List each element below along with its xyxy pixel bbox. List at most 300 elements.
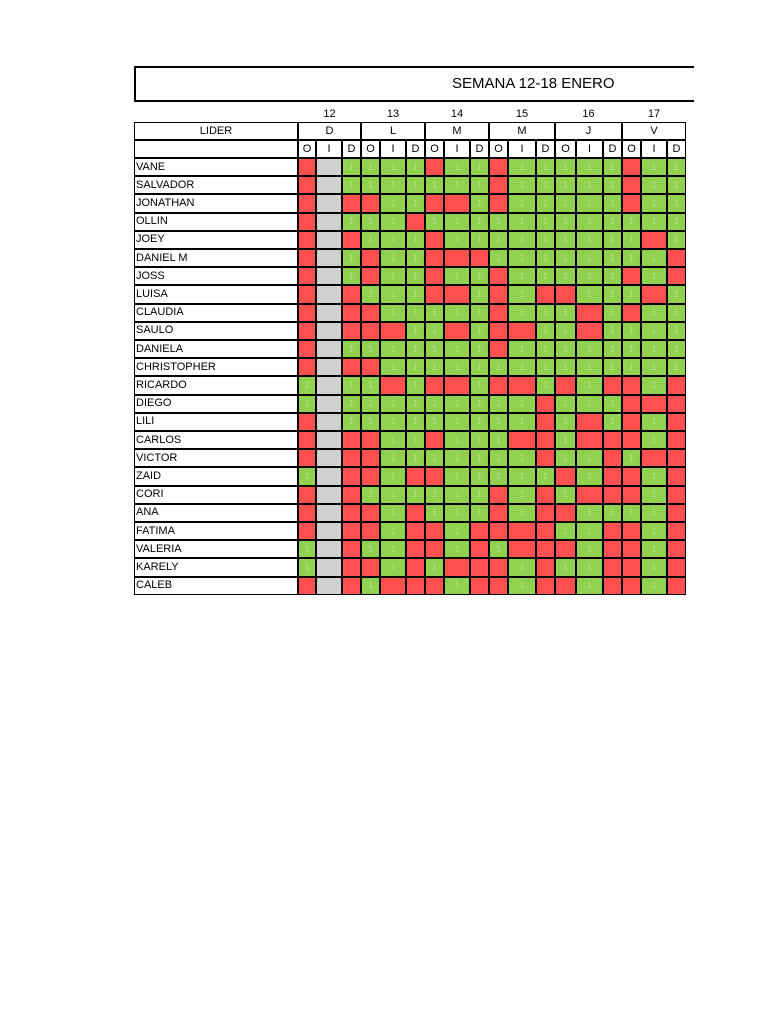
attendance-cell[interactable] [361,285,380,303]
attendance-cell[interactable] [641,358,667,376]
attendance-cell[interactable] [555,213,576,231]
attendance-cell[interactable] [603,522,622,540]
attendance-cell[interactable] [316,158,342,176]
attendance-cell[interactable] [536,486,555,504]
attendance-cell[interactable] [603,267,622,285]
attendance-cell[interactable] [667,158,686,176]
attendance-cell[interactable] [380,413,406,431]
attendance-cell[interactable] [298,322,316,340]
attendance-cell[interactable] [342,158,361,176]
attendance-cell[interactable] [380,376,406,394]
attendance-cell[interactable] [489,577,508,595]
attendance-cell[interactable] [508,213,536,231]
attendance-cell[interactable] [641,431,667,449]
attendance-cell[interactable] [361,304,380,322]
attendance-cell[interactable] [298,449,316,467]
attendance-cell[interactable] [555,577,576,595]
attendance-cell[interactable] [425,322,444,340]
attendance-cell[interactable] [622,577,641,595]
attendance-cell[interactable] [576,285,603,303]
attendance-cell[interactable] [298,304,316,322]
attendance-cell[interactable] [470,522,489,540]
attendance-cell[interactable] [536,413,555,431]
attendance-cell[interactable] [470,558,489,576]
attendance-cell[interactable] [508,340,536,358]
attendance-cell[interactable] [489,413,508,431]
attendance-cell[interactable] [536,540,555,558]
attendance-cell[interactable] [425,267,444,285]
attendance-cell[interactable] [470,158,489,176]
attendance-cell[interactable] [641,322,667,340]
attendance-cell[interactable] [667,413,686,431]
attendance-cell[interactable] [622,540,641,558]
attendance-cell[interactable] [380,486,406,504]
attendance-cell[interactable] [470,413,489,431]
attendance-cell[interactable] [316,467,342,485]
attendance-cell[interactable] [316,540,342,558]
attendance-cell[interactable] [406,522,425,540]
attendance-cell[interactable] [489,249,508,267]
attendance-cell[interactable] [406,504,425,522]
attendance-cell[interactable] [298,340,316,358]
attendance-cell[interactable] [536,322,555,340]
attendance-cell[interactable] [444,322,470,340]
attendance-cell[interactable] [298,176,316,194]
attendance-cell[interactable] [444,413,470,431]
attendance-cell[interactable] [444,158,470,176]
attendance-cell[interactable] [444,540,470,558]
attendance-cell[interactable] [316,267,342,285]
attendance-cell[interactable] [622,486,641,504]
attendance-cell[interactable] [576,322,603,340]
attendance-cell[interactable] [489,231,508,249]
attendance-cell[interactable] [380,213,406,231]
attendance-cell[interactable] [470,395,489,413]
attendance-cell[interactable] [641,395,667,413]
attendance-cell[interactable] [603,176,622,194]
attendance-cell[interactable] [536,395,555,413]
attendance-cell[interactable] [298,540,316,558]
attendance-cell[interactable] [444,267,470,285]
attendance-cell[interactable] [425,176,444,194]
attendance-cell[interactable] [298,194,316,212]
attendance-cell[interactable] [444,449,470,467]
attendance-cell[interactable] [641,558,667,576]
attendance-cell[interactable] [667,340,686,358]
attendance-cell[interactable] [406,540,425,558]
attendance-cell[interactable] [555,522,576,540]
attendance-cell[interactable] [470,358,489,376]
attendance-cell[interactable] [576,486,603,504]
attendance-cell[interactable] [622,449,641,467]
attendance-cell[interactable] [298,504,316,522]
attendance-cell[interactable] [380,267,406,285]
attendance-cell[interactable] [342,395,361,413]
attendance-cell[interactable] [380,304,406,322]
attendance-cell[interactable] [489,504,508,522]
attendance-cell[interactable] [603,467,622,485]
attendance-cell[interactable] [622,558,641,576]
attendance-cell[interactable] [641,285,667,303]
attendance-cell[interactable] [406,194,425,212]
attendance-cell[interactable] [667,522,686,540]
attendance-cell[interactable] [536,213,555,231]
attendance-cell[interactable] [622,340,641,358]
attendance-cell[interactable] [406,285,425,303]
attendance-cell[interactable] [536,449,555,467]
attendance-cell[interactable] [425,431,444,449]
attendance-cell[interactable] [361,267,380,285]
attendance-cell[interactable] [380,395,406,413]
attendance-cell[interactable] [576,504,603,522]
attendance-cell[interactable] [361,322,380,340]
attendance-cell[interactable] [342,249,361,267]
attendance-cell[interactable] [361,449,380,467]
attendance-cell[interactable] [667,486,686,504]
attendance-cell[interactable] [555,558,576,576]
attendance-cell[interactable] [425,504,444,522]
attendance-cell[interactable] [425,285,444,303]
attendance-cell[interactable] [470,249,489,267]
attendance-cell[interactable] [641,176,667,194]
attendance-cell[interactable] [444,376,470,394]
attendance-cell[interactable] [470,231,489,249]
attendance-cell[interactable] [489,285,508,303]
attendance-cell[interactable] [380,158,406,176]
attendance-cell[interactable] [489,395,508,413]
attendance-cell[interactable] [667,358,686,376]
attendance-cell[interactable] [508,540,536,558]
attendance-cell[interactable] [603,194,622,212]
attendance-cell[interactable] [508,158,536,176]
attendance-cell[interactable] [406,231,425,249]
attendance-cell[interactable] [316,376,342,394]
attendance-cell[interactable] [622,413,641,431]
attendance-cell[interactable] [622,176,641,194]
attendance-cell[interactable] [555,340,576,358]
attendance-cell[interactable] [489,194,508,212]
attendance-cell[interactable] [425,413,444,431]
attendance-cell[interactable] [470,340,489,358]
attendance-cell[interactable] [667,267,686,285]
attendance-cell[interactable] [622,395,641,413]
attendance-cell[interactable] [603,358,622,376]
attendance-cell[interactable] [536,577,555,595]
attendance-cell[interactable] [576,158,603,176]
attendance-cell[interactable] [380,540,406,558]
attendance-cell[interactable] [470,267,489,285]
attendance-cell[interactable] [380,249,406,267]
attendance-cell[interactable] [380,558,406,576]
attendance-cell[interactable] [489,486,508,504]
attendance-cell[interactable] [406,340,425,358]
attendance-cell[interactable] [622,358,641,376]
attendance-cell[interactable] [342,358,361,376]
attendance-cell[interactable] [536,267,555,285]
attendance-cell[interactable] [361,176,380,194]
attendance-cell[interactable] [298,285,316,303]
attendance-cell[interactable] [298,413,316,431]
attendance-cell[interactable] [380,231,406,249]
attendance-cell[interactable] [576,577,603,595]
attendance-cell[interactable] [316,558,342,576]
attendance-cell[interactable] [425,486,444,504]
attendance-cell[interactable] [298,267,316,285]
attendance-cell[interactable] [603,285,622,303]
attendance-cell[interactable] [667,285,686,303]
attendance-cell[interactable] [444,213,470,231]
attendance-cell[interactable] [641,194,667,212]
attendance-cell[interactable] [489,376,508,394]
attendance-cell[interactable] [622,467,641,485]
attendance-cell[interactable] [361,358,380,376]
attendance-cell[interactable] [444,522,470,540]
attendance-cell[interactable] [603,231,622,249]
attendance-cell[interactable] [470,176,489,194]
attendance-cell[interactable] [641,504,667,522]
attendance-cell[interactable] [298,431,316,449]
attendance-cell[interactable] [641,376,667,394]
attendance-cell[interactable] [361,395,380,413]
attendance-cell[interactable] [576,267,603,285]
attendance-cell[interactable] [316,522,342,540]
attendance-cell[interactable] [361,577,380,595]
attendance-cell[interactable] [508,231,536,249]
attendance-cell[interactable] [603,431,622,449]
attendance-cell[interactable] [667,558,686,576]
attendance-cell[interactable] [536,358,555,376]
attendance-cell[interactable] [316,577,342,595]
attendance-cell[interactable] [508,413,536,431]
attendance-cell[interactable] [380,522,406,540]
attendance-cell[interactable] [380,176,406,194]
attendance-cell[interactable] [622,249,641,267]
attendance-cell[interactable] [406,176,425,194]
attendance-cell[interactable] [361,467,380,485]
attendance-cell[interactable] [425,358,444,376]
attendance-cell[interactable] [406,395,425,413]
attendance-cell[interactable] [444,176,470,194]
attendance-cell[interactable] [576,213,603,231]
attendance-cell[interactable] [342,231,361,249]
attendance-cell[interactable] [603,413,622,431]
attendance-cell[interactable] [380,285,406,303]
attendance-cell[interactable] [406,431,425,449]
attendance-cell[interactable] [603,249,622,267]
attendance-cell[interactable] [380,322,406,340]
attendance-cell[interactable] [470,449,489,467]
attendance-cell[interactable] [555,431,576,449]
attendance-cell[interactable] [576,194,603,212]
attendance-cell[interactable] [576,249,603,267]
attendance-cell[interactable] [667,577,686,595]
attendance-cell[interactable] [342,540,361,558]
attendance-cell[interactable] [555,486,576,504]
attendance-cell[interactable] [470,194,489,212]
attendance-cell[interactable] [489,540,508,558]
attendance-cell[interactable] [316,431,342,449]
attendance-cell[interactable] [555,322,576,340]
attendance-cell[interactable] [425,340,444,358]
attendance-cell[interactable] [576,413,603,431]
attendance-cell[interactable] [470,304,489,322]
attendance-cell[interactable] [316,285,342,303]
attendance-cell[interactable] [508,376,536,394]
attendance-cell[interactable] [576,304,603,322]
attendance-cell[interactable] [555,267,576,285]
attendance-cell[interactable] [622,322,641,340]
attendance-cell[interactable] [444,486,470,504]
attendance-cell[interactable] [361,376,380,394]
attendance-cell[interactable] [444,285,470,303]
attendance-cell[interactable] [425,376,444,394]
attendance-cell[interactable] [470,540,489,558]
attendance-cell[interactable] [380,467,406,485]
attendance-cell[interactable] [489,158,508,176]
attendance-cell[interactable] [508,449,536,467]
attendance-cell[interactable] [406,158,425,176]
attendance-cell[interactable] [380,194,406,212]
attendance-cell[interactable] [444,340,470,358]
attendance-cell[interactable] [380,504,406,522]
attendance-cell[interactable] [622,285,641,303]
attendance-cell[interactable] [316,194,342,212]
attendance-cell[interactable] [622,158,641,176]
attendance-cell[interactable] [603,540,622,558]
attendance-cell[interactable] [603,504,622,522]
attendance-cell[interactable] [555,376,576,394]
attendance-cell[interactable] [667,395,686,413]
attendance-cell[interactable] [444,577,470,595]
attendance-cell[interactable] [316,213,342,231]
attendance-cell[interactable] [342,304,361,322]
attendance-cell[interactable] [316,322,342,340]
attendance-cell[interactable] [406,558,425,576]
attendance-cell[interactable] [470,577,489,595]
attendance-cell[interactable] [667,231,686,249]
attendance-cell[interactable] [603,322,622,340]
attendance-cell[interactable] [406,249,425,267]
attendance-cell[interactable] [555,358,576,376]
attendance-cell[interactable] [342,449,361,467]
attendance-cell[interactable] [361,486,380,504]
attendance-cell[interactable] [508,249,536,267]
attendance-cell[interactable] [576,522,603,540]
attendance-cell[interactable] [470,322,489,340]
attendance-cell[interactable] [316,449,342,467]
attendance-cell[interactable] [470,467,489,485]
attendance-cell[interactable] [298,522,316,540]
attendance-cell[interactable] [380,340,406,358]
attendance-cell[interactable] [361,194,380,212]
attendance-cell[interactable] [361,413,380,431]
attendance-cell[interactable] [641,467,667,485]
attendance-cell[interactable] [555,467,576,485]
attendance-cell[interactable] [555,304,576,322]
attendance-cell[interactable] [622,213,641,231]
attendance-cell[interactable] [508,577,536,595]
attendance-cell[interactable] [641,249,667,267]
attendance-cell[interactable] [489,267,508,285]
attendance-cell[interactable] [444,504,470,522]
attendance-cell[interactable] [508,467,536,485]
attendance-cell[interactable] [361,431,380,449]
attendance-cell[interactable] [576,449,603,467]
attendance-cell[interactable] [489,213,508,231]
attendance-cell[interactable] [536,285,555,303]
attendance-cell[interactable] [470,431,489,449]
attendance-cell[interactable] [444,304,470,322]
attendance-cell[interactable] [489,358,508,376]
attendance-cell[interactable] [316,176,342,194]
attendance-cell[interactable] [342,322,361,340]
attendance-cell[interactable] [667,322,686,340]
attendance-cell[interactable] [444,431,470,449]
attendance-cell[interactable] [489,322,508,340]
attendance-cell[interactable] [425,249,444,267]
attendance-cell[interactable] [508,322,536,340]
attendance-cell[interactable] [576,231,603,249]
attendance-cell[interactable] [622,376,641,394]
attendance-cell[interactable] [298,486,316,504]
attendance-cell[interactable] [298,231,316,249]
attendance-cell[interactable] [603,577,622,595]
attendance-cell[interactable] [667,249,686,267]
attendance-cell[interactable] [406,376,425,394]
attendance-cell[interactable] [444,194,470,212]
attendance-cell[interactable] [489,522,508,540]
attendance-cell[interactable] [622,431,641,449]
attendance-cell[interactable] [555,285,576,303]
attendance-cell[interactable] [406,486,425,504]
attendance-cell[interactable] [576,540,603,558]
attendance-cell[interactable] [536,194,555,212]
attendance-cell[interactable] [641,577,667,595]
attendance-cell[interactable] [489,176,508,194]
attendance-cell[interactable] [603,486,622,504]
attendance-cell[interactable] [489,558,508,576]
attendance-cell[interactable] [470,504,489,522]
attendance-cell[interactable] [622,522,641,540]
attendance-cell[interactable] [342,413,361,431]
attendance-cell[interactable] [641,486,667,504]
attendance-cell[interactable] [508,395,536,413]
attendance-cell[interactable] [342,213,361,231]
attendance-cell[interactable] [622,267,641,285]
attendance-cell[interactable] [641,522,667,540]
attendance-cell[interactable] [316,304,342,322]
attendance-cell[interactable] [316,231,342,249]
attendance-cell[interactable] [316,249,342,267]
attendance-cell[interactable] [622,231,641,249]
attendance-cell[interactable] [425,304,444,322]
attendance-cell[interactable] [603,213,622,231]
attendance-cell[interactable] [536,304,555,322]
attendance-cell[interactable] [641,304,667,322]
attendance-cell[interactable] [555,413,576,431]
attendance-cell[interactable] [361,504,380,522]
attendance-cell[interactable] [342,467,361,485]
attendance-cell[interactable] [576,431,603,449]
attendance-cell[interactable] [555,540,576,558]
attendance-cell[interactable] [536,431,555,449]
attendance-cell[interactable] [667,176,686,194]
attendance-cell[interactable] [425,449,444,467]
attendance-cell[interactable] [361,158,380,176]
attendance-cell[interactable] [622,194,641,212]
attendance-cell[interactable] [342,176,361,194]
attendance-cell[interactable] [470,213,489,231]
